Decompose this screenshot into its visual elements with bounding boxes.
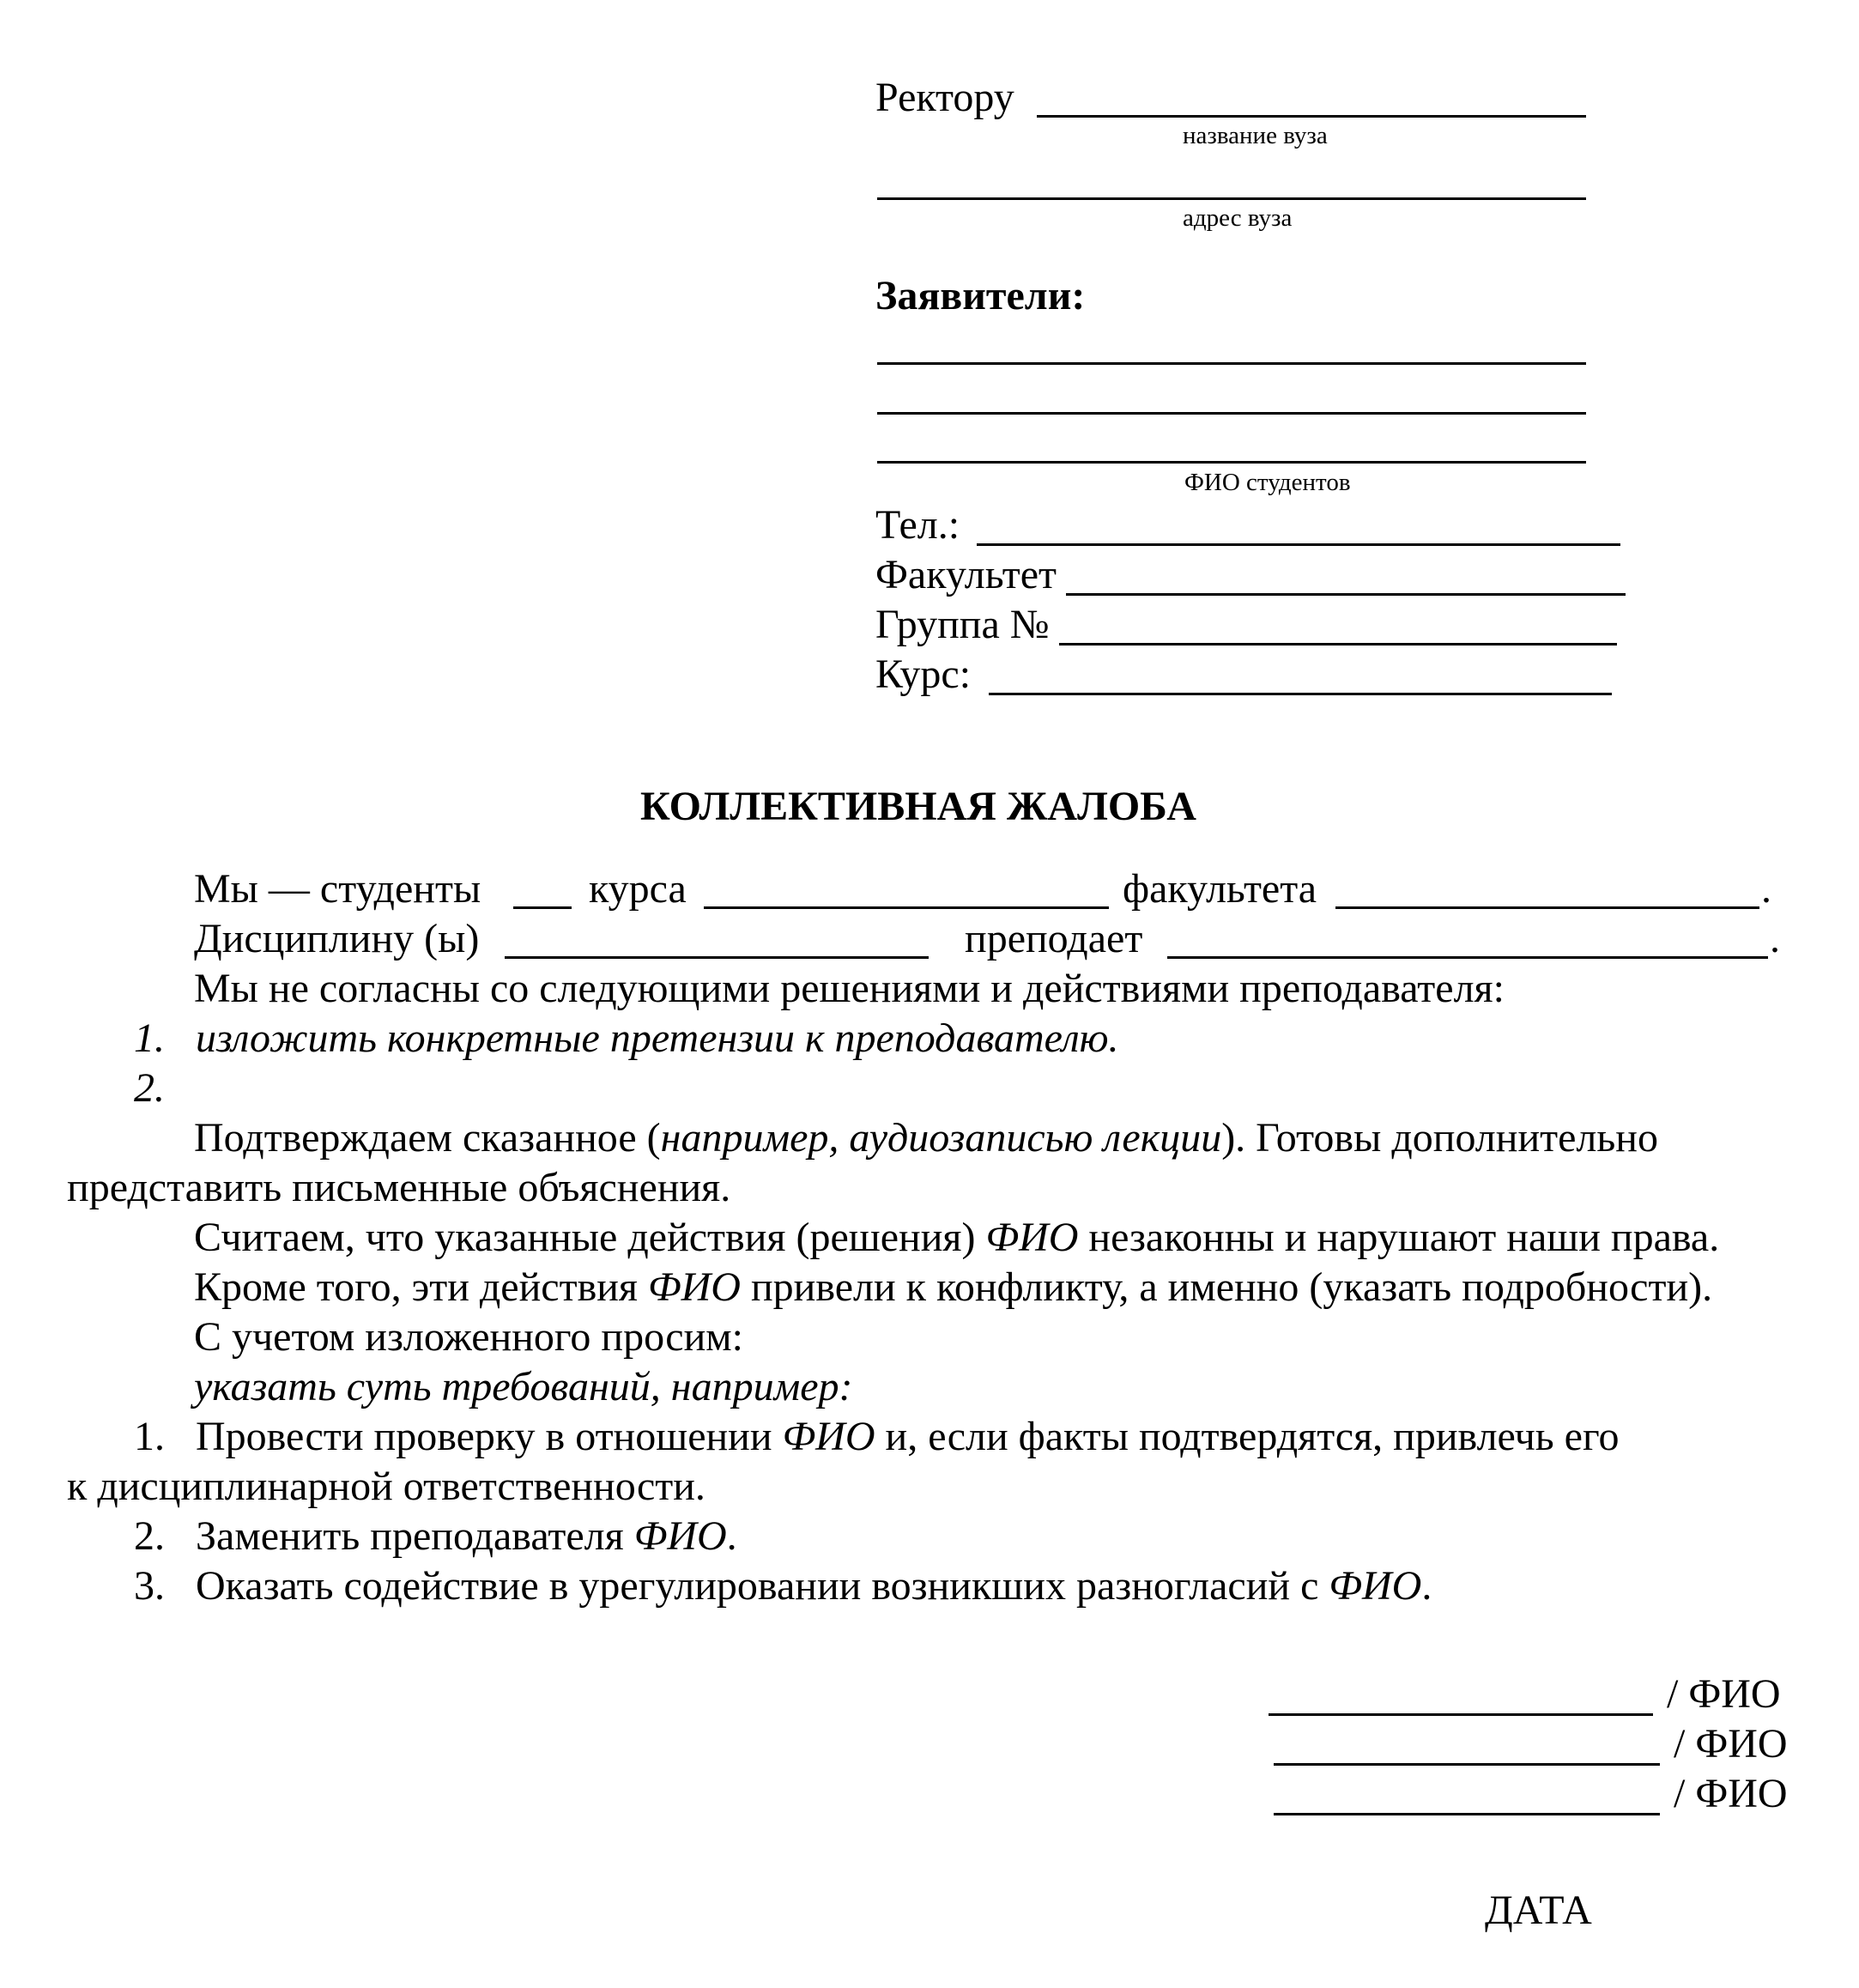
fio-placeholder: ФИО: [782, 1414, 875, 1459]
besides-line: [194, 1262, 1712, 1313]
request-line-1: [196, 1411, 1619, 1463]
faculty-field[interactable]: [1066, 593, 1626, 596]
confirm-line-2: представить письменные объяснения.: [67, 1165, 731, 1210]
students-name-caption: ФИО студентов: [1184, 469, 1351, 496]
confirm-text-a: Подтверждаем сказанное (: [194, 1115, 661, 1161]
signature-fio-3: / ФИО: [1674, 1771, 1788, 1816]
intro-course: курса: [589, 866, 687, 912]
rector-label: Ректору: [875, 75, 1014, 120]
discipline-field[interactable]: [505, 956, 929, 959]
student-name-field-2[interactable]: [877, 412, 1586, 415]
student-name-field-1[interactable]: [877, 362, 1586, 365]
phone-label: Тел.:: [875, 502, 960, 548]
intro-we: Мы — студенты: [194, 866, 481, 912]
intro-period: .: [1761, 866, 1771, 912]
group-field[interactable]: [1059, 643, 1617, 645]
signature-field-1[interactable]: [1269, 1713, 1653, 1716]
request-line-2: [196, 1511, 737, 1562]
request-3-dot: .: [1421, 1563, 1432, 1609]
disagree-text: Мы не согласны со следующими решениями и действиями преподавателя:: [194, 966, 1505, 1011]
signature-field-3[interactable]: [1274, 1813, 1660, 1815]
document-title: КОЛЛЕКТИВНАЯ ЖАЛОБА: [640, 784, 1196, 829]
confirm-example: например, аудиозаписью лекции: [660, 1115, 1222, 1161]
rector-line: [875, 72, 1014, 124]
phone-field[interactable]: [977, 543, 1620, 546]
request-line-1-cont: к дисциплинарной ответственности.: [67, 1464, 705, 1509]
student-name-field-3[interactable]: [877, 461, 1586, 464]
besides-text-b: привели к конфликту, а именно (указать подробности).: [740, 1264, 1713, 1310]
applicants-label: Заявители:: [875, 273, 1086, 318]
course-number-field[interactable]: [513, 906, 572, 909]
teacher-field[interactable]: [1167, 956, 1768, 959]
confirm-text-b: ). Готовы дополнительно: [1221, 1115, 1658, 1161]
confirm-line: [194, 1112, 1658, 1164]
course-label: Курс:: [875, 652, 972, 697]
signature-fio-1: / ФИО: [1667, 1671, 1781, 1717]
discipline-line: [194, 913, 1780, 965]
university-name-caption: название вуза: [1183, 122, 1328, 149]
request-number-2: 2.: [134, 1513, 165, 1559]
intro-faculty: факультета: [1123, 866, 1317, 912]
request-line-3: [196, 1561, 1432, 1612]
request-number-1: 1.: [134, 1414, 165, 1459]
request-2-dot: .: [726, 1513, 737, 1559]
request-3-text: Оказать содействие в урегулировании возникших разногласий с: [196, 1563, 1329, 1609]
discipline-label: Дисциплину (ы): [194, 916, 480, 961]
group-label: Группа №: [875, 602, 1050, 647]
course-field[interactable]: [989, 693, 1612, 695]
fio-placeholder: ФИО: [985, 1215, 1079, 1260]
university-address-caption: адрес вуза: [1183, 204, 1293, 232]
consider-text-a: Считаем, что указанные действия (решения): [194, 1215, 986, 1260]
teaches-label: преподает: [965, 916, 1143, 961]
university-address-field[interactable]: [877, 197, 1586, 200]
faculty-label: Факультет: [875, 552, 1057, 597]
request-number-3: 3.: [134, 1563, 165, 1609]
university-name-field[interactable]: [1037, 115, 1586, 118]
considering-text: С учетом изложенного просим:: [194, 1314, 743, 1360]
date-label: ДАТА: [1485, 1888, 1592, 1933]
claim-number-1: 1.: [134, 1015, 165, 1061]
claim-text-1: изложить конкретные претензии к преподавателю.: [196, 1015, 1119, 1061]
demands-hint: указать суть требований, например:: [194, 1364, 853, 1409]
consider-line: [194, 1212, 1719, 1264]
request-1-text-b: и, если факты подтвердятся, привлечь его: [875, 1414, 1620, 1459]
signature-fio-2: / ФИО: [1674, 1721, 1788, 1767]
fio-placeholder: ФИО: [633, 1513, 727, 1559]
besides-text-a: Кроме того, эти действия: [194, 1264, 649, 1310]
claim-number-2: 2.: [134, 1065, 165, 1111]
fio-placeholder: ФИО: [1329, 1563, 1422, 1609]
intro-faculty-field[interactable]: [1335, 906, 1759, 909]
fio-placeholder: ФИО: [648, 1264, 741, 1310]
signature-field-2[interactable]: [1274, 1763, 1660, 1766]
discipline-period: .: [1770, 916, 1780, 961]
intro-line: [194, 864, 1773, 915]
consider-text-b: незаконны и нарушают наши права.: [1078, 1215, 1720, 1260]
intro-course-name-field[interactable]: [704, 906, 1109, 909]
request-2-text: Заменить преподавателя: [196, 1513, 634, 1559]
request-1-text-a: Провести проверку в отношении: [196, 1414, 783, 1459]
